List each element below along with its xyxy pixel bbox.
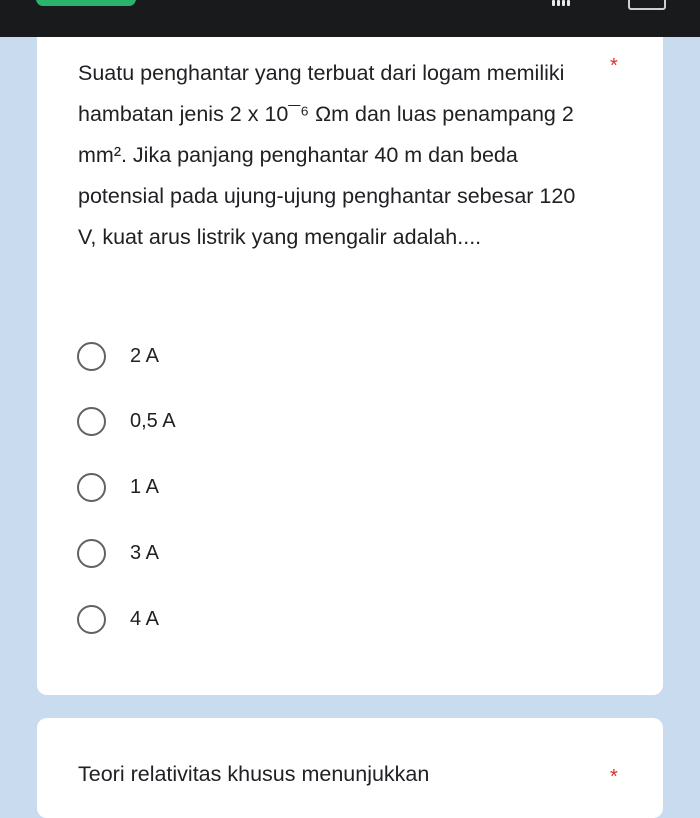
- option-label: 0,5 A: [130, 409, 176, 432]
- radio-circle-icon[interactable]: [77, 407, 106, 436]
- question-card-2: [37, 718, 663, 818]
- question-text-part2: Ωm dan luas penampang 2 mm². Jika panjang penghantar 40 m dan beda potensial pada ujung-ujung penghantar sebesar 120 V, kuat arus listrik yang mengalir adalah....: [78, 102, 576, 249]
- option-3a[interactable]: [77, 536, 159, 570]
- status-bar: [0, 0, 700, 37]
- battery-icon: [628, 0, 666, 10]
- required-mark: *: [610, 55, 618, 77]
- question-2-text: Teori relativitas khusus menunjukkan: [78, 762, 430, 786]
- question-text: [78, 53, 598, 258]
- question-card-1: [37, 37, 663, 695]
- option-label: 3 A: [130, 541, 159, 564]
- option-label: 2 A: [130, 344, 159, 367]
- option-2a[interactable]: [77, 339, 159, 373]
- question-exponent: ¯⁶: [288, 102, 310, 126]
- option-label: 1 A: [130, 475, 159, 498]
- option-1a[interactable]: [77, 470, 159, 504]
- option-4a[interactable]: [77, 602, 159, 636]
- radio-circle-icon[interactable]: [77, 605, 106, 634]
- status-pill: [36, 0, 136, 6]
- radio-circle-icon[interactable]: [77, 539, 106, 568]
- signal-icon: [552, 0, 572, 6]
- question-text-part1: Suatu penghantar yang terbuat dari logam memiliki hambatan jenis 2 x 10: [78, 61, 565, 126]
- option-0-5a[interactable]: [77, 404, 176, 438]
- required-mark-2: *: [610, 766, 618, 788]
- radio-circle-icon[interactable]: [77, 473, 106, 502]
- option-label: 4 A: [130, 607, 159, 630]
- radio-circle-icon[interactable]: [77, 342, 106, 371]
